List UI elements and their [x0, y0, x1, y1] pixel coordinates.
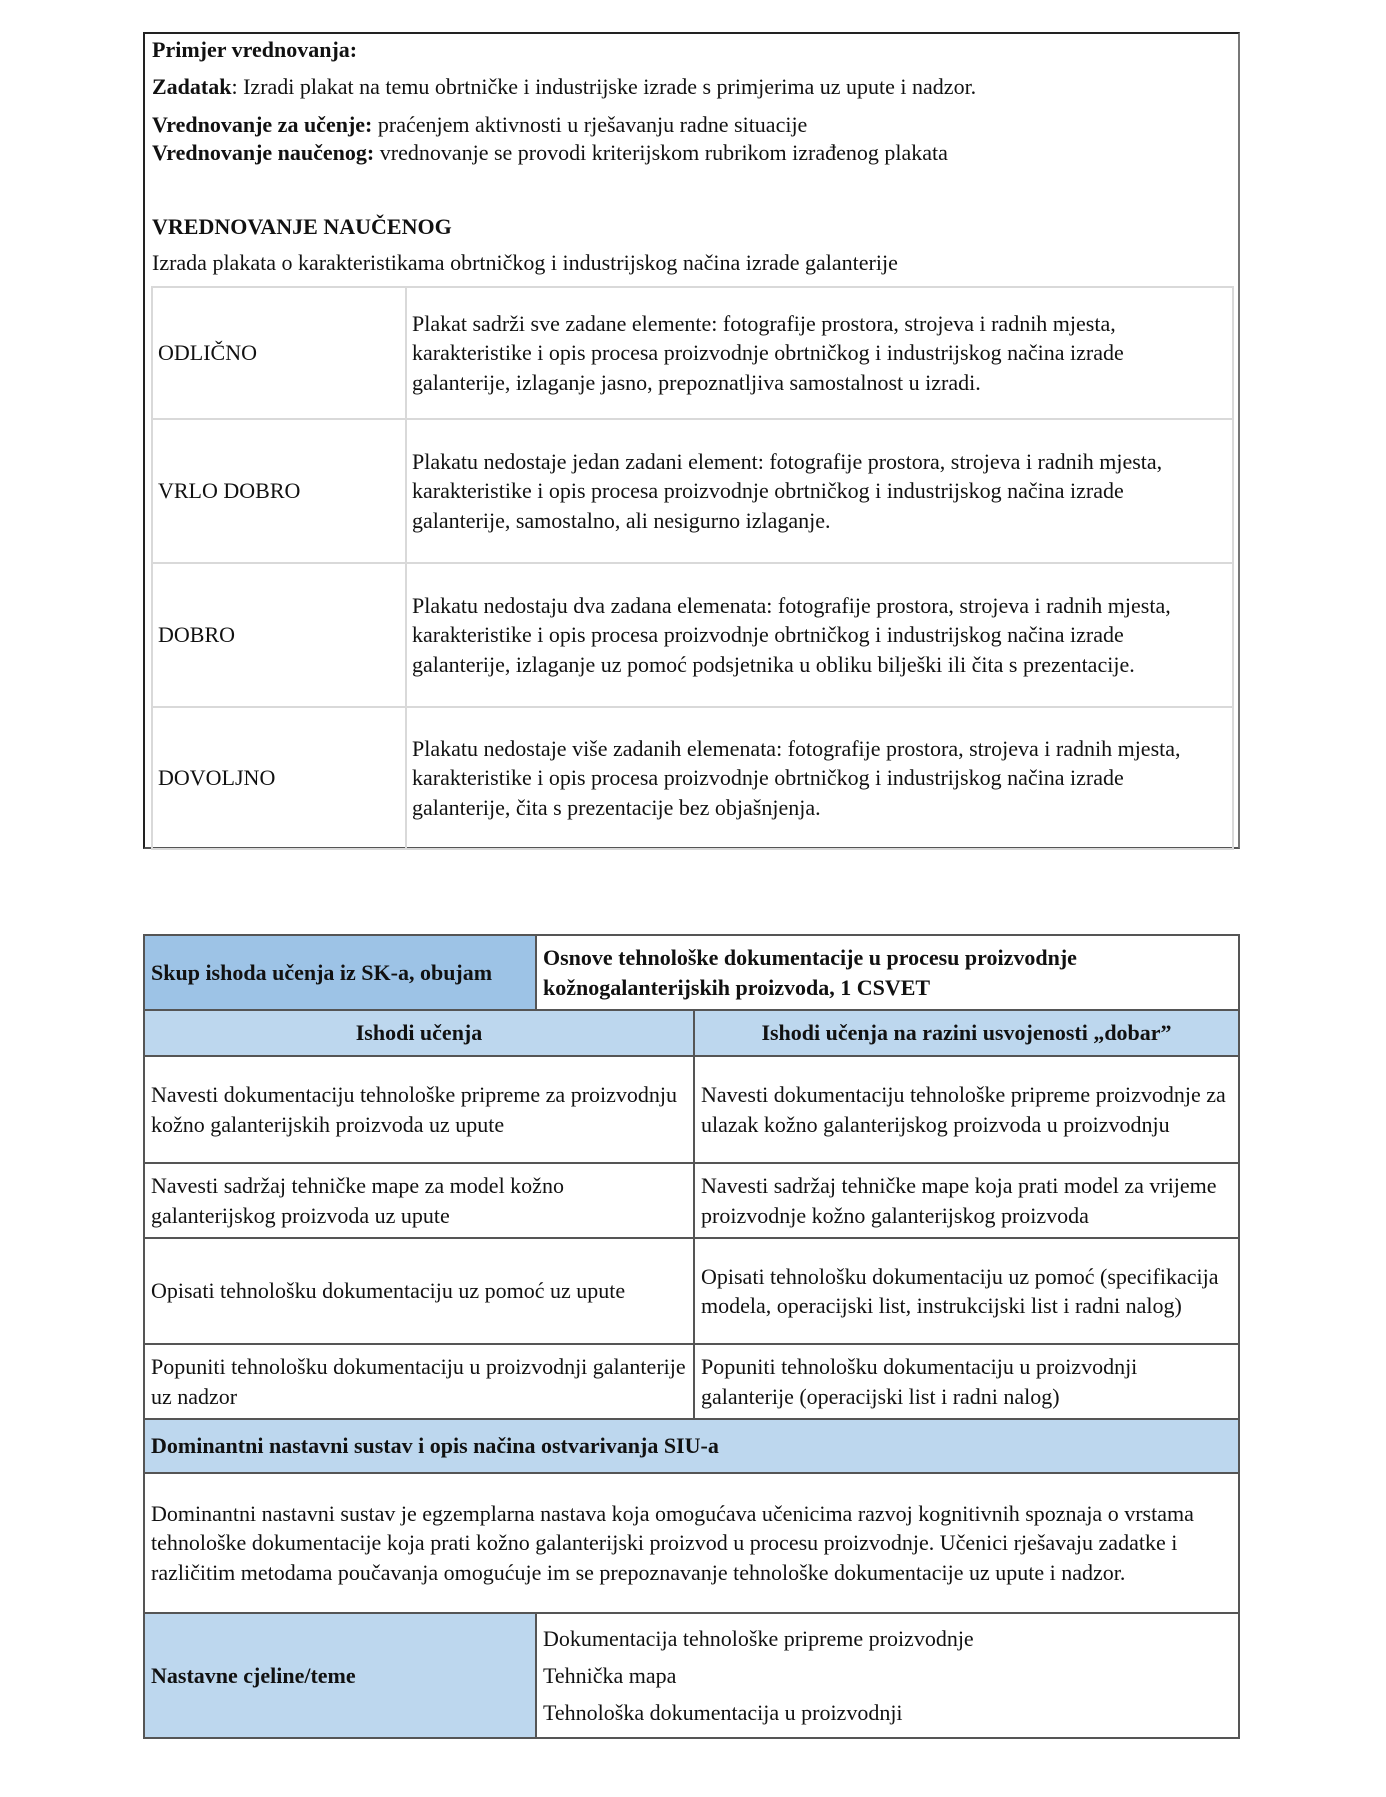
- rubric-grade: DOBRO: [152, 563, 406, 707]
- rubric-grade: ODLIČNO: [152, 287, 406, 419]
- topics-label: Nastavne cjeline/teme: [144, 1613, 536, 1738]
- eval-of-learning-text: vrednovanje se provodi kriterijskom rubrikom izrađenog plakata: [374, 140, 948, 165]
- topics-row: [144, 1613, 1239, 1738]
- outcome-row: [144, 1056, 1239, 1163]
- rubric-row: [152, 419, 1233, 563]
- rubric-description: Plakatu nedostaju dva zadana elemenata: fotografije prostora, strojeva i radnih mjesta, karakteristike i opis procesa proizvodnje obrtničkog i industrijskog načina izrade galanterije, izlaganje uz pomoć podsjetnika u obliku bilješki ili čita s prezentacije.: [406, 563, 1233, 707]
- system-heading-row: [144, 1419, 1239, 1473]
- learning-outcomes-table: [143, 934, 1240, 1739]
- rubric-description: Plakat sadrži sve zadane elemente: fotografije prostora, strojeva i radnih mjesta, karakteristike i opis procesa proizvodnje obrtničkog i industrijskog načina izrade galanterije, izlaganje jasno, prepoznatljiva samostalnost u izradi.: [406, 287, 1233, 419]
- rubric-description: Plakatu nedostaje više zadanih elemenata: fotografije prostora, strojeva i radnih mjesta, karakteristike i opis procesa proizvodnje obrtničkog i industrijskog načina izrade galanterije, čita s prezentacije bez objašnjenja.: [406, 707, 1233, 849]
- col-good-header: Ishodi učenja na razini usvojenosti „dobar”: [694, 1010, 1239, 1056]
- rubric-table: [151, 286, 1234, 850]
- outcome-cell: Navesti sadržaj tehničke mape za model kožno galanterijskog proizvoda uz upute: [144, 1163, 694, 1238]
- outcome-cell: Navesti dokumentaciju tehnološke pripreme za proizvodnju kožno galanterijskih proizvoda uz upute: [144, 1056, 694, 1163]
- rubric-subheading: Izrada plakata o karakteristikama obrtničkog i industrijskog načina izrade galanterije: [152, 250, 898, 275]
- columns-header-row: [144, 1010, 1239, 1056]
- rubric-description: Plakatu nedostaje jedan zadani element: fotografije prostora, strojeva i radnih mjesta, karakteristike i opis procesa proizvodnje obrtničkog i industrijskog načina izrade galanterije, samostalno, ali nesigurno izlaganje.: [406, 419, 1233, 563]
- eval-for-learning-line: [152, 112, 807, 138]
- outcome-row: [144, 1163, 1239, 1238]
- outcome-row: [144, 1238, 1239, 1344]
- system-text-row: [144, 1473, 1239, 1613]
- good-cell: Navesti sadržaj tehničke mape koja prati model za vrijeme proizvodnje kožno galanterijskog proizvoda: [694, 1163, 1239, 1238]
- task-text: : Izradi plakat na temu obrtničke i industrijske izrade s primjerima uz upute i nadzor.: [231, 74, 977, 99]
- outcome-cell: Popuniti tehnološku dokumentaciju u proizvodnji galanterije uz nadzor: [144, 1344, 694, 1419]
- eval-of-learning-label: Vrednovanje naučenog:: [152, 140, 375, 165]
- rubric-heading: VREDNOVANJE NAUČENOG: [152, 214, 452, 239]
- good-cell: Opisati tehnološku dokumentaciju uz pomoć (specifikacija modela, operacijski list, instrukcijski list i radni nalog): [694, 1238, 1239, 1344]
- rubric-row: [152, 707, 1233, 849]
- topic-item: Tehnološka dokumentacija u proizvodnji: [543, 1700, 903, 1725]
- outcome-row: [144, 1344, 1239, 1419]
- example-heading: Primjer vrednovanja:: [152, 37, 358, 62]
- outcome-cell: Opisati tehnološku dokumentaciju uz pomoć uz upute: [144, 1238, 694, 1344]
- good-cell: Navesti dokumentaciju tehnološke pripreme proizvodnje za ulazak kožno galanterijskog proizvoda u proizvodnju: [694, 1056, 1239, 1163]
- good-cell: Popuniti tehnološku dokumentaciju u proizvodnji galanterije (operacijski list i radni nalog): [694, 1344, 1239, 1419]
- rubric-row: [152, 563, 1233, 707]
- topic-item: Tehnička mapa: [543, 1663, 677, 1688]
- task-line: [152, 74, 976, 100]
- col-outcomes-header: Ishodi učenja: [144, 1010, 694, 1056]
- task-label: Zadatak: [152, 74, 232, 99]
- eval-of-learning-line: [152, 140, 948, 166]
- eval-for-learning-text: praćenjem aktivnosti u rješavanju radne situacije: [372, 112, 808, 137]
- set-value: Osnove tehnološke dokumentacije u procesu proizvodnje kožnogalanterijskih proizvoda, 1 CSVET: [536, 935, 1239, 1010]
- system-heading: Dominantni nastavni sustav i opis načina ostvarivanja SIU-a: [144, 1419, 1239, 1473]
- rubric-grade: DOVOLJNO: [152, 707, 406, 849]
- set-row: [144, 935, 1239, 1010]
- rubric-grade: VRLO DOBRO: [152, 419, 406, 563]
- evaluation-example-box: [143, 32, 1240, 849]
- eval-for-learning-label: Vrednovanje za učenje:: [152, 112, 373, 137]
- rubric-row: [152, 287, 1233, 419]
- topic-item: Dokumentacija tehnološke pripreme proizvodnje: [543, 1626, 974, 1651]
- topics-list: [536, 1613, 1239, 1738]
- system-text: Dominantni nastavni sustav je egzemplarna nastava koja omogućava učenicima razvoj kognitivnih spoznaja o vrstama tehnološke dokumentacije koja prati kožno galanterijski proizvod u procesu proizvodnje. Učenici rješavaju zadatke i različitim metodama poučavanja omogućuje im se prepoznavanje tehnološke dokumentacije uz upute i nadzor.: [144, 1473, 1239, 1613]
- set-label: Skup ishoda učenja iz SK-a, obujam: [144, 935, 536, 1010]
